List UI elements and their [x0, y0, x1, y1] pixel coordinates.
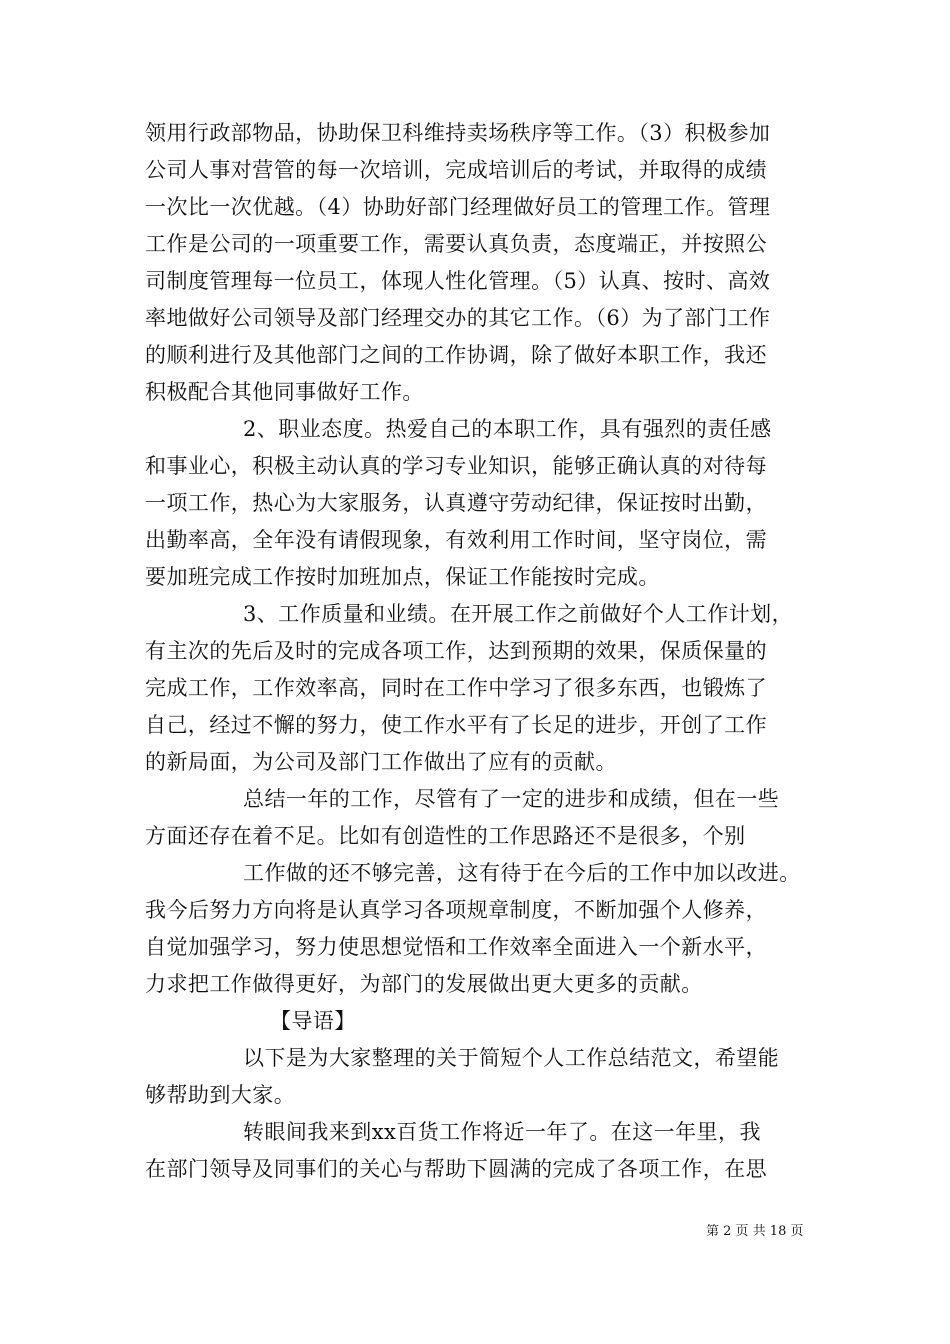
text-line: 在部门领导及同事们的关心与帮助下圆满的完成了各项工作，在思	[145, 1157, 768, 1181]
paragraph-start-line: 工作做的还不够完善，这有待于在今后的工作中加以改进。	[243, 861, 801, 885]
text-line: 率地做好公司领导及部门经理交办的其它工作。（6）为了部门工作	[145, 306, 771, 330]
text-line: 要加班完成工作按时加班加点，保证工作能按时完成。	[145, 565, 660, 589]
text-line: 公司人事对营管的每一次培训，完成培训后的考试，并取得的成绩	[145, 158, 768, 182]
text-line: 工作是公司的一项重要工作，需要认真负责，态度端正，并按照公	[145, 232, 768, 256]
text-line: 自己，经过不懈的努力，使工作水平有了长足的进步，开创了工作	[145, 713, 768, 737]
text-line: 一次比一次优越。（4）协助好部门经理做好员工的管理工作。管理	[145, 195, 771, 219]
text-line: 和事业心，积极主动认真的学习专业知识，能够正确认真的对待每	[145, 454, 768, 478]
text-line: 力求把工作做得更好，为部门的发展做出更大更多的贡献。	[145, 972, 703, 996]
text-line: 我今后努力方向将是认真学习各项规章制度，不断加强个人修养，	[145, 898, 768, 922]
text-line: 自觉加强学习，努力使思想觉悟和工作效率全面进入一个新水平，	[145, 935, 768, 959]
paragraph-start-line: 3、工作质量和业绩。在开展工作之前做好个人工作计划，	[243, 602, 794, 626]
text-line: 领用行政部物品，协助保卫科维持卖场秩序等工作。（3）积极参加	[145, 121, 771, 145]
text-line: 一项工作，热心为大家服务，认真遵守劳动纪律，保证按时出勤，	[145, 491, 768, 515]
text-line: 积极配合其他同事做好工作。	[145, 380, 424, 404]
paragraph-start-line: 总结一年的工作，尽管有了一定的进步和成绩，但在一些	[243, 787, 780, 811]
text-line: 司制度管理每一位员工，体现人性化管理。（5）认真、按时、高效	[145, 269, 771, 293]
text-line: 够帮助到大家。	[145, 1083, 296, 1107]
text-line: 方面还存在着不足。比如有创造性的工作思路还不是很多，个别	[145, 824, 746, 848]
text-line: 完成工作，工作效率高，同时在工作中学习了很多东西，也锻炼了	[145, 676, 768, 700]
text-line: 的顺利进行及其他部门之间的工作协调，除了做好本职工作，我还	[145, 343, 768, 367]
paragraph-start-line: 以下是为大家整理的关于简短个人工作总结范文，希望能	[243, 1046, 780, 1070]
page-number-footer: 第 2 页 共 18 页	[706, 1224, 804, 1239]
text-line: 的新局面，为公司及部门工作做出了应有的贡献。	[145, 750, 617, 774]
text-line: 出勤率高，全年没有请假现象，有效利用工作时间，坚守岗位，需	[145, 528, 768, 552]
paragraph-start-line: 转眼间我来到xx百货工作将近一年了。在这一年里，我	[243, 1120, 761, 1144]
paragraph-start-line: 2、职业态度。热爱自己的本职工作，具有强烈的责任感	[243, 417, 772, 441]
section-heading: 【导语】	[270, 1009, 356, 1033]
text-line: 有主次的先后及时的完成各项工作，达到预期的效果，保质保量的	[145, 639, 768, 663]
